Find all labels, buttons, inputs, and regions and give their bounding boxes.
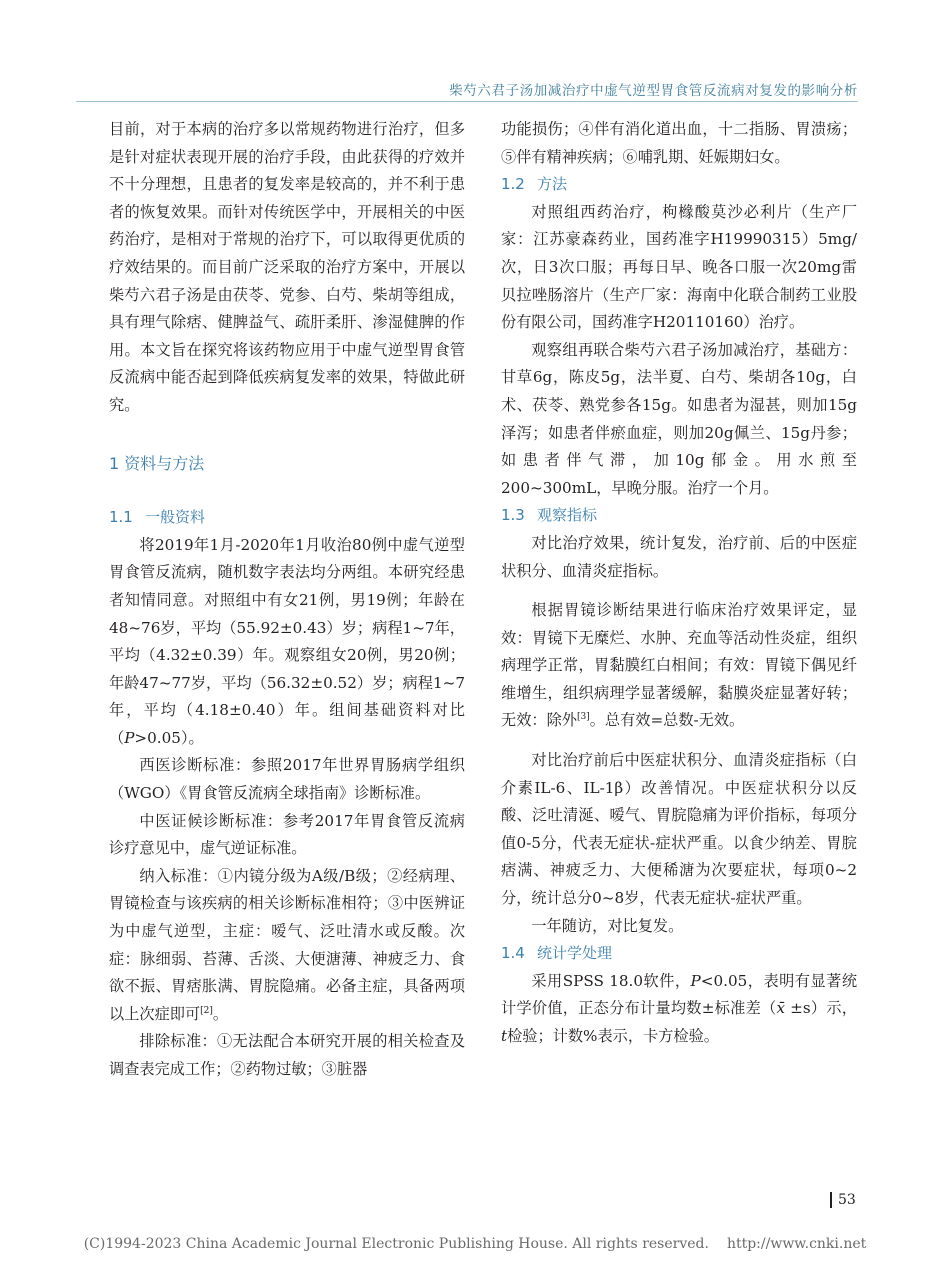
subsection-number: 1.3 [501, 506, 525, 525]
copyright-footer [0, 1236, 950, 1252]
subsection-number: 1.2 [501, 175, 525, 194]
subsection-title: 观察指标 [537, 506, 598, 525]
citation-ref: [3] [576, 712, 590, 723]
right-column [501, 116, 857, 1051]
exclusion-continued-paragraph: 功能损伤；④伴有消化道出血，十二指肠、胃溃疡；⑤伴有精神疾病；⑥哺乳期、妊娠期妇女。 [501, 120, 857, 166]
subsection-1-1-heading [109, 504, 465, 532]
running-title: 柴芍六君子汤加减治疗中虚气逆型胃食管反流病对复发的影响分析 [449, 83, 858, 99]
exclusion-criteria-paragraph: 排除标准：①无法配合本研究开展的相关检查及调查表完成工作；②药物过敏；③脏器 [109, 1032, 465, 1078]
page-number: 53 [830, 1192, 856, 1208]
subsection-title: 统计学处理 [537, 944, 613, 963]
subsection-title: 一般资料 [145, 508, 206, 527]
subsection-title: 方法 [537, 175, 568, 194]
indicators-paragraph: 对比治疗效果，统计复发，治疗前、后的中医症状积分、血清炎症指标。 [501, 533, 857, 580]
tcm-diagnosis-paragraph: 中医证候诊断标准：参考2017年胃食管反流病诊疗意见中，虚气逆证标准。 [109, 811, 465, 858]
control-method-paragraph: 对照组西药治疗，枸橼酸莫沙必利片（生产厂家：江苏豪森药业，国药准字H19990315）5mg/次，日3次口服；再每日早、晚各口服一次20mg雷贝拉唑肠溶片（生产厂家：海南中化联合制药工业股份有限公司，国药准字H20110160）治疗。 [501, 202, 857, 332]
subsection-number: 1.4 [501, 944, 525, 963]
observation-method-paragraph: 观察组再联合柴芍六君子汤加减治疗，基础方：甘草6g，陈皮5g，法半夏、白芍、柴胡各10g，白术、茯苓、熟党参各15g。如患者为湿甚，则加15g泽泻；如患者伴瘀血症，则加20g佩兰、15g丹参；如患者伴气滞，加10g郁金。用水煎至200~300mL，早晚分服。治疗一个月。 [501, 340, 857, 497]
intro-paragraph: 目前，对于本病的治疗多以常规药物进行治疗，但多是针对症状表现开展的治疗手段，由此获得的疗效并不十分理想，且患者的复发率是较高的，并不利于患者的恢复效果。而针对传统医学中，开展相关的中医药治疗，是相对于常规的治疗下，可以取得更优质的疗效结果的。而目前广泛采取的治疗方案中，开展以柴芍六君子汤是由茯苓、党参、白芍、柴胡等组成，具有理气除痞、健脾益气、疏肝柔肝、渗湿健脾的作用。本文旨在探究将该药物应用于中虚气逆型胃食管反流病中能否起到降低疾病复发率的效果，特做此研究。 [109, 120, 465, 414]
scores-paragraph: 对比治疗前后中医症状积分、血清炎症指标（白介素IL-6、IL-1β）改善情况。中医症状积分以反酸、泛吐清涎、嗳气、胃脘隐痛为评价指标，每项分值0-5分，代表无症状-症状严重。以食少纳差、胃脘痞满、神疲乏力、大便稀溏为次要症状，每项0~2分，统计总分0~8岁，代表无症状-症状严重。 [501, 751, 857, 908]
section-1-heading: 1 资料与方法 [109, 453, 205, 473]
statistics-paragraph: 采用SPSS 18.0软件，P<0.05，表明有显著统计学价值，正态分布计量均数±标准差（x̄ ±s）示，t检验；计数%表示，卡方检验。 [501, 971, 858, 1045]
citation-ref: [2] [200, 1005, 213, 1016]
header-rule [76, 101, 858, 102]
subsection-1-2-heading [501, 171, 857, 199]
subsection-1-4-heading [501, 940, 857, 968]
left-column [109, 116, 465, 1084]
subsection-1-3-heading [501, 502, 857, 530]
inclusion-criteria-paragraph: 纳入标准：①内镜分级为A级/B级；②经病理、胃镜检查与该疾病的相关诊断标准相符；③中医辨证为中虚气逆型，主症：嗳气、泛吐清水或反酸。次症：脉细弱、苔薄、舌淡、大便溏薄、神疲乏力、食欲不振、胃痞胀满、胃脘隐痛。必备主症，具备两项以上次症即可[2]。 [109, 866, 465, 1023]
efficacy-paragraph: 根据胃镜诊断结果进行临床治疗效果评定，显效：胃镜下无糜烂、水肿、充血等活动性炎症，组织病理学正常，胃黏膜红白相间；有效：胃镜下偶见纤维增生，组织病理学显著缓解，黏膜炎症显著好转；无效：除外[3]。总有效=总数-无效。 [501, 601, 857, 730]
copyright-text: (C)1994-2023 China Academic Journal Electronic Publishing House. All rights reserved. [83, 1236, 709, 1252]
followup-paragraph: 一年随访，对比复发。 [531, 916, 684, 935]
cnki-url[interactable]: http://www.cnki.net [726, 1236, 867, 1252]
general-info-paragraph: 将2019年1月-2020年1月收治80例中虚气逆型胃食管反流病，随机数字表法均分两组。本研究经患者知情同意。对照组中有女21例，男19例；年龄在48~76岁，平均（55.92±0.43）岁；病程1~7年，平均（4.32±0.39）年。观察组女20例，男20例；年龄47~77岁，平均（56.32±0.52）岁；病程1~7年，平均（4.18±0.40）年。组间基础资料对比（P>0.05）。 [109, 535, 465, 747]
western-diagnosis-paragraph: 西医诊断标准：参照2017年世界胃肠病学组织（WGO）《胃食管反流病全球指南》诊断标准。 [109, 756, 465, 803]
subsection-number: 1.1 [109, 508, 133, 527]
